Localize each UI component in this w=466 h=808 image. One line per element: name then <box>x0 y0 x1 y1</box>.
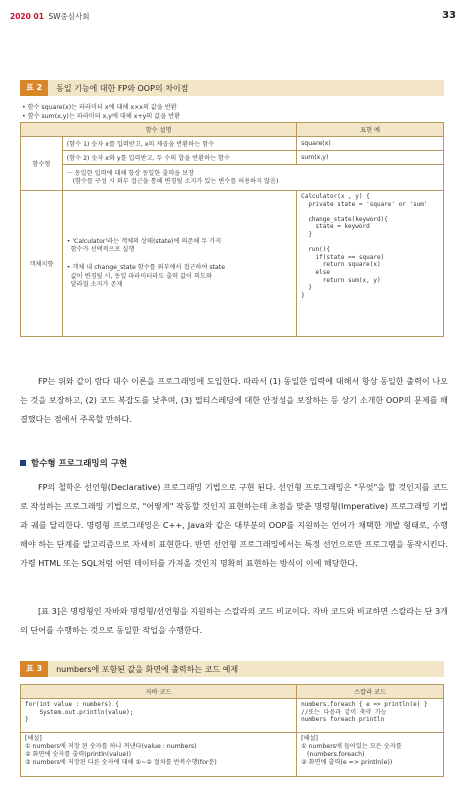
header-issue-line <box>10 11 89 22</box>
oop-desc-2: • 객체 내 change_state 함수를 외부에서 접근하여 state 값이 변경될 시, 동일 파라미터라도 출력 값이 의도와 달라질 소지가 존재 <box>66 264 226 288</box>
table2-title-bar <box>20 661 444 677</box>
table2-badge: 표 3 <box>20 661 48 677</box>
table2-col-header: 스칼라 코드 <box>297 685 444 699</box>
java-explain-cell: [해설] ① numbers에 저장 된 숫자를 하나 꺼낸다(value : numbers) ② 화면에 숫자를 출력(println(value)) ③ numbers에 저장된 다른 숫자에 대해 ①~② 절차를 반복수행(for문) <box>21 733 297 777</box>
issue-label: 2020 01 <box>10 12 44 21</box>
fn-desc-cell: (함수 2) 숫자 x와 y를 입력받고, 두 수의 합을 반환하는 함수 <box>62 151 296 165</box>
publication-label: SW중심사회 <box>48 12 90 21</box>
fn-expr-cell: sum(x,y) <box>297 151 444 165</box>
oop-desc-cell <box>62 191 296 337</box>
paragraph-2: FP의 철학은 선언형(Declarative) 프로그래밍 기법으로 구현 된다. 선언형 프로그래밍은 "무엇"을 할 것인지를 코드로 작성하는 프로그래밍 기법으로, "어떻게" 작동할 것인지 표현하는데 초점을 맞춘 명령형(Imperative) 프로그래밍 기법과 궤를 달리한다. 명령형 프로그래밍은 C++, Java와 같은 대부분의 OOP를 지원하는 언어가 채택한 개발 형태로, 수행해야 하는 단계를 알고리즘으로 자세히 표현한다. 반면 선언형 프로그래밍에서는 특정 선언으로만 프로그램을 동작시킨다. 가령 HTML 또는 SQL처럼 어떤 데이터를 가져올 것인지 명확히 표현하는 방식이 이에 해당한다. <box>20 482 448 568</box>
table1-col-header: 함수 설명 <box>21 123 297 137</box>
section-heading <box>20 457 127 469</box>
section-bullet-icon <box>20 460 26 466</box>
java-code-cell: for(int value : numbers) { System.out.println(value); } <box>21 699 297 733</box>
table1-note: • 함수 square(x)는 파라미터 x에 대해 x×x의 값을 반환 <box>22 104 177 111</box>
scala-code-cell: numbers.foreach { e => println(e) } //또는 다음과 같이 축약 가능 numbers foreach println <box>297 699 444 733</box>
section-title: 함수형 프로그래밍의 구현 <box>31 459 128 469</box>
table2-title: numbers에 포함된 값을 화면에 출력하는 코드 예제 <box>56 664 239 674</box>
paragraph-3: [표 3]은 명령형인 자바와 명령형/선언형을 지원하는 스칼라의 코드 비교이다. 자바 코드와 비교하면 스칼라는 단 3개의 단어를 수행하는 것으로 동일한 작업을 수행한다. <box>20 606 448 635</box>
table1-note: • 함수 sum(x,y)는 파라미터 x,y에 대해 x+y의 값을 반환 <box>22 113 181 120</box>
fn-expr-cell: square(x) <box>297 137 444 151</box>
table1-col-header: 표현 예 <box>297 123 444 137</box>
table1-notes <box>22 103 180 121</box>
table1-title-bar <box>20 80 444 96</box>
table1-title: 동일 기능에 대한 FP와 OOP의 차이점 <box>56 83 189 93</box>
page-number: 33 <box>442 10 456 21</box>
paragraph-1: FP는 위와 같이 람다 대수 이론을 프로그래밍에 도입한다. 따라서 (1) 동일한 입력에 대해서 항상 동일한 출력이 나오는 것을 보장하고, (2) 코드 복잡도를 낮추며, (3) 멀티스레딩에 대한 안정성을 보장하는 등 상기 소개한 OOP의 문제를 해결했다는 점에서 주목할 만하다. <box>20 376 448 424</box>
fn-note-cell: ㅡ 동일한 입력에 대해 항상 동일한 출력을 보장 (함수를 구성 시 외부 접근을 통해 변경될 소지가 있는 변수를 허용하지 않음) <box>62 165 443 191</box>
oop-desc-1: • 'Calculator'라는 객체의 상태(state)에 의존해 두 가지 함수가 선택적으로 실행 <box>66 237 222 254</box>
oop-code-cell: Calculator(x , y) { private state = 'square' or 'sum' change_state(keyword){ state = keyword } run(){ if(state == square) return square(x) else return sum(x, y) } } <box>297 191 444 337</box>
table1 <box>20 122 444 337</box>
fn-desc-cell: (함수 1) 숫자 x를 입력받고, x의 제곱을 반환하는 함수 <box>62 137 296 151</box>
scala-explain-cell: [해설] ① numbers에 들어있는 모든 숫자를 (numbers.foreach) ② 화면에 출력(e => println(e)) <box>297 733 444 777</box>
oop-row-label: 객체지향 <box>21 191 63 337</box>
fn-row-label: 함수형 <box>21 137 63 191</box>
table2-col-header: 자바 코드 <box>21 685 297 699</box>
table2 <box>20 684 444 777</box>
spacer <box>67 254 292 264</box>
table1-badge: 표 2 <box>20 80 48 96</box>
